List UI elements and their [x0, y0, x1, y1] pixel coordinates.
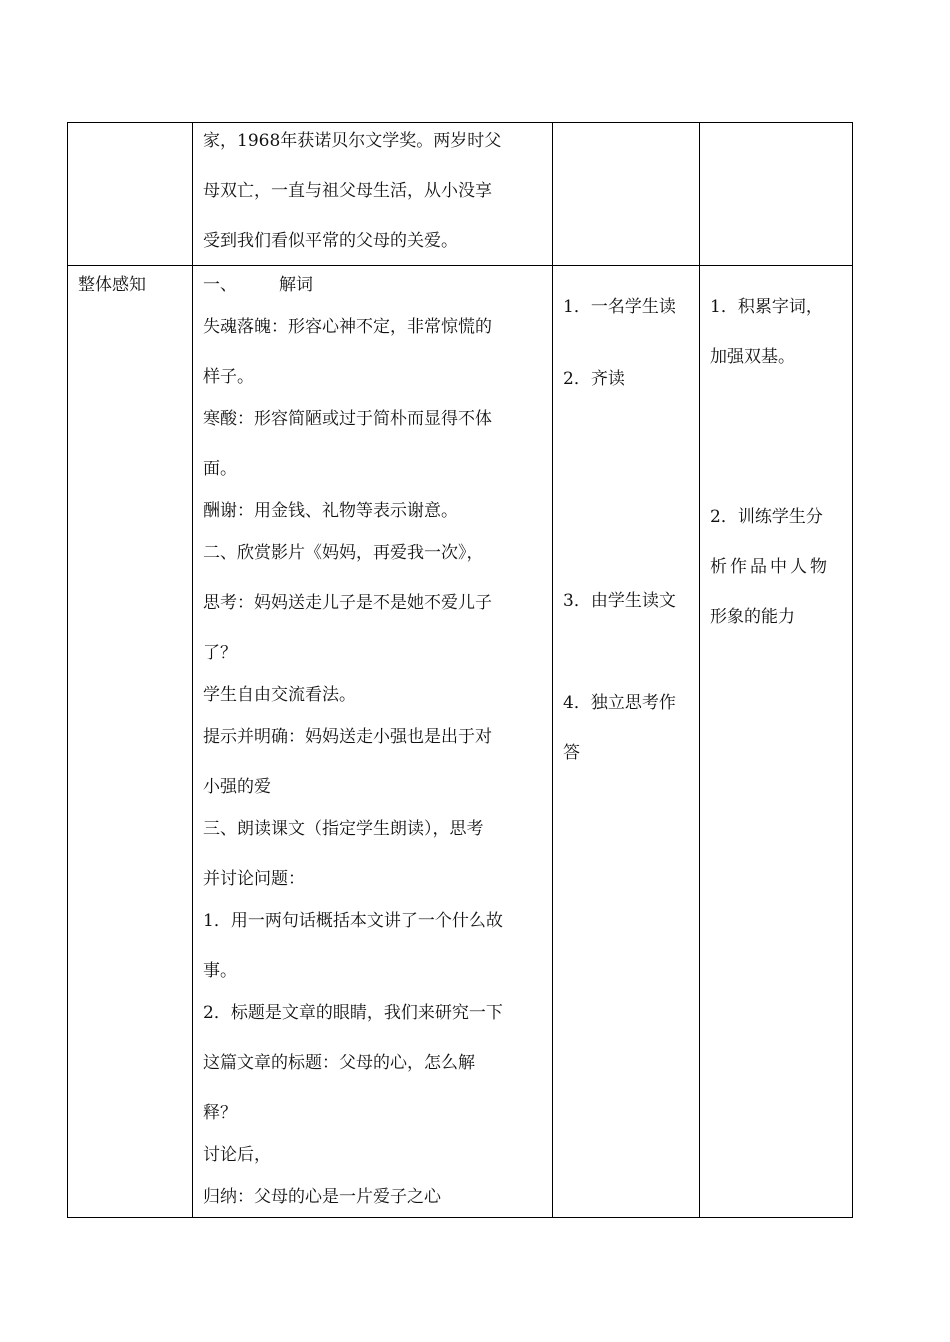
content-line: [203, 226, 543, 251]
activity-item: 4．独立思考作: [563, 693, 676, 713]
activity-item: 答: [563, 743, 580, 763]
activity-item: 2．齐读: [563, 369, 625, 389]
activity-item: 3．由学生读文: [563, 591, 676, 611]
content-line: 了？: [203, 643, 237, 663]
heading-1: [203, 270, 313, 295]
content-line: 寒酸：形容简陋或过于简朴而显得不体: [203, 409, 492, 429]
lesson-plan-table: [67, 122, 853, 1218]
teaching-content-cell: [203, 266, 543, 1216]
content-text: 家，1968年获诺贝尔文学奖。两岁时父: [203, 131, 502, 151]
column-divider-1: [192, 122, 193, 1218]
content-line: 三、朗读课文（指定学生朗读），思考: [203, 819, 484, 839]
content-line: 样子。: [203, 367, 254, 387]
table-border-bottom: [67, 1217, 853, 1218]
content-line: [203, 126, 543, 151]
content-text: 受到我们看似平常的父母的关爱。: [203, 231, 458, 251]
content-line: 酬谢：用金钱、礼物等表示谢意。: [203, 501, 458, 521]
content-line: 并讨论问题：: [203, 869, 305, 889]
content-text: 母双亡，一直与祖父母生活，从小没享: [203, 181, 492, 201]
content-line: 提示并明确：妈妈送走小强也是出于对: [203, 727, 492, 747]
table-border-right: [852, 122, 853, 1218]
heading-number: 一、: [203, 275, 237, 295]
intent-item: 析作品中人物: [710, 557, 830, 577]
content-line: 失魂落魄：形容心神不定，非常惊慌的: [203, 317, 492, 337]
content-line: 1．用一两句话概括本文讲了一个什么故: [203, 911, 503, 931]
content-line: 小强的爱: [203, 777, 271, 797]
content-line: 归纳：父母的心是一片爱子之心: [203, 1187, 441, 1207]
content-line: 2．标题是文章的眼睛，我们来研究一下: [203, 1003, 503, 1023]
content-line: 学生自由交流看法。: [203, 685, 356, 705]
content-line: 讨论后，: [203, 1145, 271, 1165]
content-line: 释？: [203, 1103, 237, 1123]
table-border-left: [67, 122, 68, 1218]
content-line: [203, 176, 543, 201]
intent-item: 加强双基。: [710, 347, 795, 367]
content-line: 事。: [203, 961, 237, 981]
intent-item: 形象的能力: [710, 607, 795, 627]
column-divider-3: [699, 122, 700, 1218]
row1-content-cell: [203, 122, 543, 265]
content-line: 面。: [203, 459, 237, 479]
section-label: 整体感知: [78, 275, 146, 295]
column-divider-2: [552, 122, 553, 1218]
content-line: 这篇文章的标题：父母的心，怎么解: [203, 1053, 475, 1073]
activity-item: 1．一名学生读: [563, 297, 676, 317]
content-line: 二、欣赏影片《妈妈，再爱我一次》，: [203, 543, 484, 563]
content-line: 思考：妈妈送走儿子是不是她不爱儿子: [203, 593, 492, 613]
intent-item: 2．训练学生分: [710, 507, 823, 527]
heading-text: 解词: [279, 275, 313, 295]
intent-item: 1．积累字词，: [710, 297, 823, 317]
